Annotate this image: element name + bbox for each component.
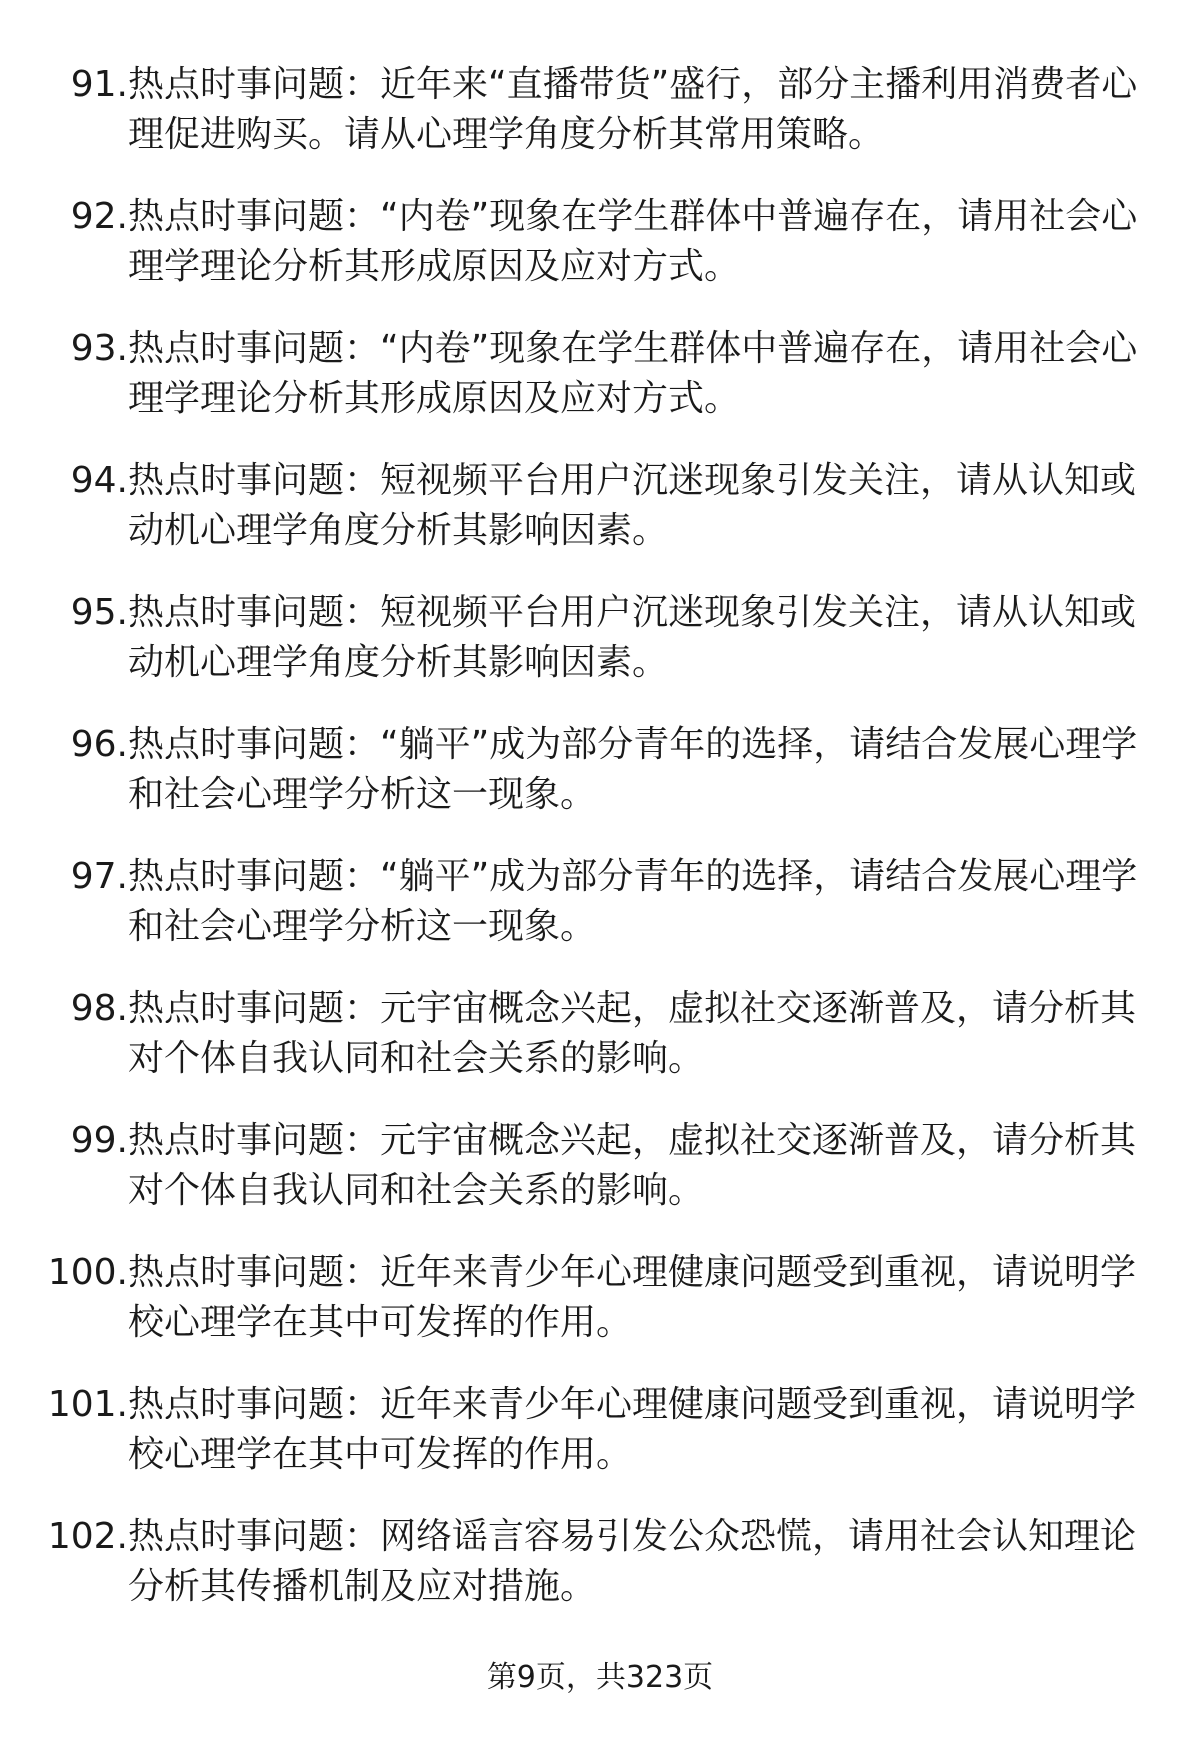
question-text: 热点时事问题：“躺平”成为部分青年的选择，请结合发展心理学和社会心理学分析这一现象。 bbox=[128, 724, 1138, 815]
question-text: 热点时事问题：近年来青少年心理健康问题受到重视，请说明学校心理学在其中可发挥的作用。 bbox=[128, 1384, 1137, 1475]
question-number: 94. bbox=[70, 460, 128, 501]
question-text: 热点时事问题：“躺平”成为部分青年的选择，请结合发展心理学和社会心理学分析这一现象。 bbox=[128, 856, 1138, 947]
question-item-100 bbox=[0, 1248, 1200, 1380]
question-item-96 bbox=[0, 720, 1200, 852]
question-item-92 bbox=[0, 192, 1200, 324]
question-text: 热点时事问题：短视频平台用户沉迷现象引发关注，请从认知或动机心理学角度分析其影响因素。 bbox=[128, 592, 1137, 683]
question-text: 热点时事问题：元宇宙概念兴起，虚拟社交逐渐普及，请分析其对个体自我认同和社会关系的影响。 bbox=[128, 1120, 1137, 1211]
question-item-94 bbox=[0, 456, 1200, 588]
question-text: 热点时事问题：“内卷”现象在学生群体中普遍存在，请用社会心理学理论分析其形成原因及应对方式。 bbox=[128, 196, 1138, 287]
question-number: 92. bbox=[70, 196, 128, 237]
question-item-101 bbox=[0, 1380, 1200, 1512]
question-item-102 bbox=[0, 1512, 1200, 1644]
question-number: 101. bbox=[47, 1384, 128, 1425]
question-text: 热点时事问题：元宇宙概念兴起，虚拟社交逐渐普及，请分析其对个体自我认同和社会关系的影响。 bbox=[128, 988, 1137, 1079]
question-text: 热点时事问题：“内卷”现象在学生群体中普遍存在，请用社会心理学理论分析其形成原因及应对方式。 bbox=[128, 328, 1138, 419]
question-text: 热点时事问题：近年来“直播带货”盛行，部分主播利用消费者心理促进购买。请从心理学角度分析其常用策略。 bbox=[128, 64, 1138, 155]
question-number: 95. bbox=[70, 592, 128, 633]
question-number: 98. bbox=[70, 988, 128, 1029]
question-text: 热点时事问题：近年来青少年心理健康问题受到重视，请说明学校心理学在其中可发挥的作用。 bbox=[128, 1252, 1137, 1343]
question-number: 99. bbox=[70, 1120, 128, 1161]
page-footer: 第9页，共323页 bbox=[486, 1660, 714, 1695]
question-number: 102. bbox=[47, 1516, 128, 1557]
question-item-93 bbox=[0, 324, 1200, 456]
question-number: 100. bbox=[47, 1252, 128, 1293]
question-item-99 bbox=[0, 1116, 1200, 1248]
question-item-91 bbox=[0, 60, 1200, 192]
question-text: 热点时事问题：网络谣言容易引发公众恐慌，请用社会认知理论分析其传播机制及应对措施。 bbox=[128, 1516, 1137, 1607]
question-number: 96. bbox=[70, 724, 128, 765]
question-text: 热点时事问题：短视频平台用户沉迷现象引发关注，请从认知或动机心理学角度分析其影响因素。 bbox=[128, 460, 1137, 551]
question-number: 97. bbox=[70, 856, 128, 897]
question-number: 91. bbox=[70, 64, 128, 105]
question-item-98 bbox=[0, 984, 1200, 1116]
question-item-97 bbox=[0, 852, 1200, 984]
question-number: 93. bbox=[70, 328, 128, 369]
question-item-95 bbox=[0, 588, 1200, 720]
question-list bbox=[0, 60, 1200, 1644]
